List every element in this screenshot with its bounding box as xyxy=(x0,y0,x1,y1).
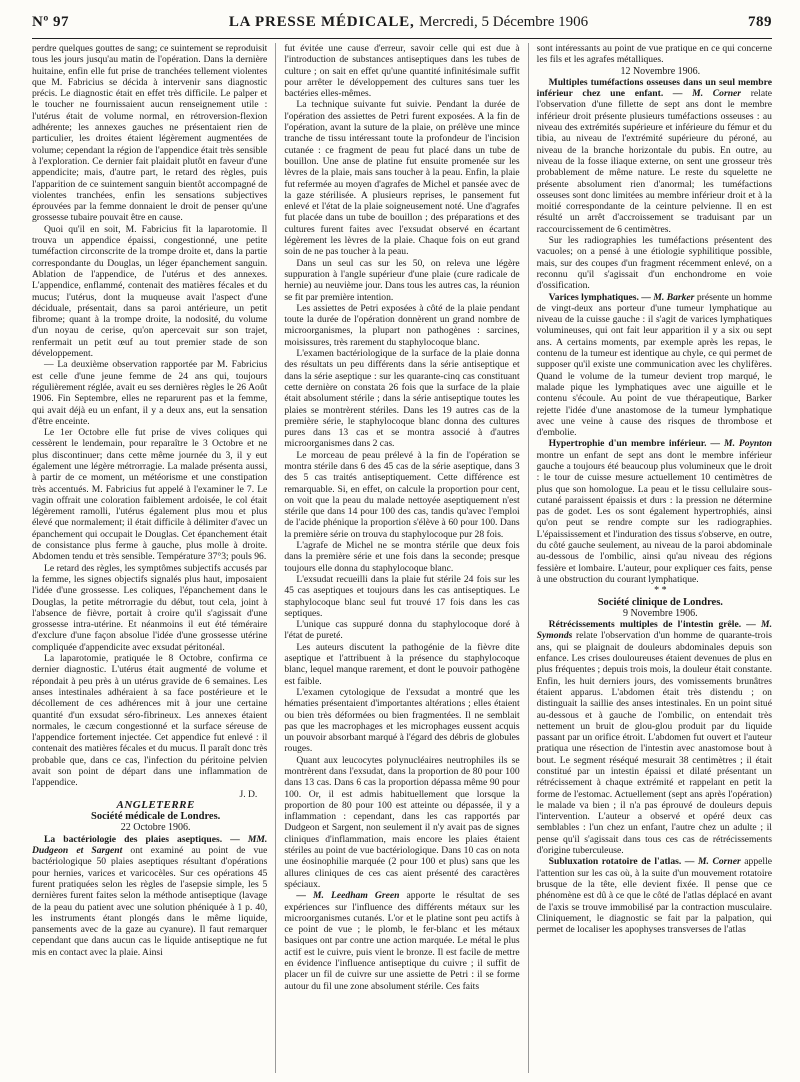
session-date: 22 Octobre 1906. xyxy=(120,822,191,834)
paragraph: Quoi qu'il en soit, M. Fabricius fit la laparotomie. Il trouva un appendice épaissi, congestionné, une petite tuméfaction circonscrite de la trompe droite et, dans la partie correspondante du Douglas, un léger épanchement sanguin. Ablation de l'appendice, de l'utérus et des annexes. L'appendice, enflammé, contenait des matières fécales et du mucus; l'utérus, dont la muqueuse avait l'aspect d'une déciduale, présentait, dans sa paroi antérieure, un petit fibrome; quant à la trompe droite, la nodosité, du volume d'un noyau de cerise, qu'on apercevait sur son trajet, renfermait un petit œuf au tout premier stade de son développement. xyxy=(32,223,268,360)
paragraph: La technique suivante fut suivie. Pendant la durée de l'opération des assiettes de Petri furent exposées. A la fin de l'opération, avant la suture de la plaie, on prélève une mince tranche de tissu intéressant toute la profondeur de l'incision cutanée : ce fragment de peau fut placé dans un tube de bouillon. Une anse de platine fut ensuite promenée sur les lèvres de la plaie, mais sans toucher à la peau. Enfin, la plaie fut refermée au moyen d'agrafes de Michel et pansée avec de la gaze stérilisée. A plusieurs reprises, le pansement fut enlevé et l'état de la plaie soigneusement noté. Une d'agrafes fut placée dans un tube de bouillon ; des préparations et des cultures furent faites avec l'exsudat observé en écartant légèrement les lèvres de la plaie. Chaque fois on eut grand soin de ne pas toucher à la peau. xyxy=(284,99,520,258)
paragraph: L'examen cytologique de l'exsudat a montré que les hématies présentaient d'importantes altérations ; elles étaient ou bien très déformées ou bien fragmentées. Il ne semblait pas que les macrophages et les microphages eussent acquis un pouvoir absorbant marqué à l'égard des débris de globules rouges. xyxy=(284,686,520,755)
paragraph: — La deuxième observation rapportée par M. Fabricius est celle d'une jeune femme de 24 ans qui, toujours régulièrement réglée, avait eu ses dernières règles le 26 Août 1906. Fin Septembre, elles ne reparurent pas et la femme, qui avait déjà eu un enfant, il y a deux ans, eut la sensation d'être enceinte. xyxy=(32,359,268,427)
section-separator: * * xyxy=(654,585,667,597)
article-paragraph xyxy=(537,856,772,935)
column-1 xyxy=(32,43,267,1073)
signature: J. D. xyxy=(239,788,258,800)
article-paragraph xyxy=(537,292,772,439)
text-columns xyxy=(32,43,772,1073)
article-authors: — M. Barker xyxy=(641,291,695,303)
column-3 xyxy=(528,43,772,1073)
article-authors: — M. Poynton xyxy=(710,438,772,450)
paragraph: Sur les radiographies les tuméfactions présentent des vacuoles; on a pensé à une étiologie syphilitique possible, mais, sur des coupes d'un fragment récemment enlevé, on a reconnu qu'il s'agissait d'un enchondrome en voie d'ossification. xyxy=(536,235,772,292)
society-heading: Société médicale de Londres. xyxy=(91,811,221,823)
article-text: relate l'observation d'une fillette de sept ans dont le membre inférieur droit présente plusieurs tuméfactions osseuses : au niveau des extrémités supérieure et inférieure du fémur et du tibia, au niveau de l'extrémité supérieure du péroné, au niveau de la branche horizontale du pubis. En outre, au niveau de la fosse iliaque externe, on sent une grosseur très probablement de même nature. Le reste du squelette ne présente absolument rien d'anormal; les tuméfactions osseuses sont donc limitées au membre inférieur droit et à la moitié correspondante de la ceinture pelvienne. Il en est résulté un arrêt d'accroissement se traduisant par un raccourcissement de 6 centimètres. xyxy=(536,88,772,235)
paragraph: L'examen bactériologique de la surface de la plaie donna des résultats un peu différents dans la série antiseptique et dans la série aseptique : sur les quarante-cinq cas constituant cette dernière on constata 26 fois que la surface de la plaie était absolument stérile ; dans la série antiseptique toutes les plaies se montrèrent stériles. Dans les 19 autres cas de la première série, le staphylocoque blanc donna des cultures pures dans 13 cas et se montra associé à d'autres microorganismes dans 2 cas. xyxy=(284,348,520,450)
article-paragraph xyxy=(537,619,772,856)
article-text: relate l'observation d'un homme de quarante-trois ans, qui se plaignait de douleurs abdominales depuis son enfance. Les crises douloureuses étaient devenues de plus en plus fréquentes ; depuis trois mois, la douleur était constante. Enfin, les huit derniers jours, des vomissements brunâtres étaient apparus. L'abdomen était très distendu ; on distinguait la saillie des anses intestinales. En un point situé au-dessous et à gauche de l'ombilic, on entendait très nettement un bruit de glou-glou produit par du liquide passant par un orifice étroit. L'abdomen fut ouvert et l'auteur pratiqua une résection de l'intestin avec anastomose bout à bout. Le segment réséqué mesurait 38 centimètres ; il était constitué par un intestin épaissi et dilaté présentant un rétrécissement à chaque extrémité et rappelant en petit la forme de l'estomac. Actuellement (sept ans après l'opération) le malade va bien ; il n'a pas éprouvé de douleurs depuis l'intervention. L'auteur a observé et opéré deux cas semblables : l'un chez un enfant, l'autre chez un adulte ; il pense qu'il s'agissait dans tous ces cas de rétrécissements d'origine tuberculeuse. xyxy=(536,630,772,857)
paragraph: perdre quelques gouttes de sang; ce suintement se reproduisit tous les jours jusqu'au matin de l'opération. Dans la dernière huitaine, enfin elle fut prise de tranchées tellement violentes que M. Fabricius se décida à intervenir sans diagnostic précis. Le diagnostic était en effet très difficile. Le palper et le toucher ne fournissaient aucun renseignement utile : l'utérus était de volume normal, en rétroversion-flexion adhérente; les annexes gauches ne présentaient rien de particulier, les droites étaient légèrement augmentées de volume; cependant la région de l'appendice était très sensible à l'exploration. Ce dernier fait plaidait plutôt en faveur d'une appendicite; mais, d'autre part, le retard des règles, puis l'apparition de ce suintement sanguin bientôt accompagné de violentes tranchées, enfin les sensations subjectives éprouvées par la femme donnaient le droit de penser qu'une grossesse tubaire pouvait être en cause. xyxy=(32,43,268,224)
header-rule xyxy=(32,38,772,39)
article-title: Multiples tuméfactions osseuses dans un seul membre inférieur chez une enfant. xyxy=(536,76,772,100)
page-header xyxy=(32,14,772,36)
journal-name: LA PRESSE MÉDICALE, xyxy=(228,14,415,30)
paragraph: L'exsudat recueilli dans la plaie fut stérile 24 fois sur les 45 cas aseptiques et toujours dans les cas antiseptiques. Le staphylocoque blanc seul fut trouvé 17 fois dans les cas septiques. xyxy=(284,573,520,619)
paragraph: La laparotomie, pratiquée le 8 Octobre, confirma ce dernier diagnostic. L'utérus était augmenté de volume et répondait à peu près à un utérus gravide de 6 semaines. Les anses intestinales adhéraient à sa face postérieure et le décollement de ces adhérences mit à jour une certaine quantité d'un exsudat séro-fibrineux. Les annexes étaient normales, le cæcum congestionné et la surface séreuse de l'appendice fortement injectée. Cet appendice fut enlevé : il contenait des matières fécales et du mucus. Il paraît donc très probable que, dans ce cas, l'infection du péritoine pelvien avait son point de départ dans une inflammation de l'appendice. xyxy=(32,653,268,789)
article-title: Varices lymphatiques. xyxy=(548,291,639,303)
society-heading: Société clinique de Londres. xyxy=(597,596,723,608)
paragraph: Les assiettes de Petri exposées à côté de la plaie pendant toute la durée de l'opération donnèrent un grand nombre de microorganismes, la plupart non pathogènes : sarcines, moisissures, très rarement du staphylocoque blanc. xyxy=(284,302,520,348)
article-paragraph xyxy=(284,890,519,992)
paragraph: Dans un seul cas sur les 50, on releva une légère suppuration à l'angle supérieur d'une plaie (cure radicale de hernie) au neuvième jour. Dans tous les autres cas, la réunion se fit par première intention. xyxy=(284,257,520,303)
paragraph: Le retard des règles, les symptômes subjectifs accusés par la femme, les signes objectifs signalés plus haut, imposaient l'idée d'une grossesse. Les coliques, l'épanchement dans le Douglas, la petite métrorragie du début, tout cela, joint à l'absence de fièvre, portait à croire qu'il s'agissait d'une grossesse intra-utérine. Et néanmoins il eut été téméraire d'exclure d'une façon absolue l'idée d'une grossesse utérine compliquée d'appendicite avec exsudat péritonéal. xyxy=(32,562,268,653)
article-authors: — M. Leedham Green xyxy=(296,890,400,902)
article-text: montre un enfant de sept ans dont le membre inférieur gauche a toujours été beaucoup plus volumineux que le droit : le tour de cuisse mesure actuellement 10 centimètres de plus que son homologue. La peau et le tissu cellulaire sous-cutané paraissent épaissis et durs : la pression ne détermine pas de godet. Les os sont également hypertrophiés, ainsi qu'on peut se rendre compte sur les radiographies. L'épaississement et l'induration des tissus s'observe, en outre, du côté gauche seulement, au niveau de la paroi abdominale au-dessous de l'ombilic, ainsi qu'au niveau des régions fessière et lombaire. L'auteur, pour expliquer ces faits, pense à une obstruction du courant lymphatique. xyxy=(536,449,772,585)
article-title: Hypertrophie d'un membre inférieur. xyxy=(548,438,707,450)
article-title: Subluxation rotatoire de l'atlas. xyxy=(548,856,682,868)
article-paragraph xyxy=(537,77,772,235)
article-authors: — MM. Dudgeon et Sargent xyxy=(32,833,268,857)
article-text: appelle l'attention sur les cas où, à la suite d'un mouvement rotatoire brusque de la tête, elle devient fixée. Il pense que ce phénomène est dû à ce que le côté de l'atlas déplacé en avant de l'axis se trouve immobilisé par la contraction musculaire. Cliniquement, le diagnostic se fait par la palpation, qui permet de localiser les apophyses transverses de l'atlas xyxy=(536,856,772,936)
page-number: 789 xyxy=(747,14,772,30)
article-title: La bactériologie des plaies aseptiques. xyxy=(44,833,223,845)
issue-number: Nº 97 xyxy=(32,14,70,30)
article-text: présente un homme de vingt-deux ans porteur d'une tumeur lymphatique au niveau de la cuisse gauche : il s'agit de varices lymphatiques volumineuses, qui ont fait leur apparition il y a six ou sept ans. A certains moments, par exemple après les repas, le contenu de la tumeur est identique au chyle, ce qui permet de supposer qu'il existe une communication avec les chylifères. Quand le volume de la tumeur devient trop marqué, le malade pique les lymphatiques avec une aiguille et le contenu s'écoule. Au point de vue thérapeutique, Barker rejette l'idée d'une anastomose de la tumeur lymphatique avec une veine à cause des risques de thrombose et d'embolie. xyxy=(536,291,772,439)
issue-date: Mercredi, 5 Décembre 1906 xyxy=(419,14,589,30)
article-title: Rétrécissements multiples de l'intestin grêle. xyxy=(548,619,742,631)
article-paragraph xyxy=(32,834,267,958)
session-date: 12 Novembre 1906. xyxy=(620,65,701,77)
session-date: 9 Novembre 1906. xyxy=(622,607,698,619)
paragraph: L'agrafe de Michel ne se montra stérile que deux fois dans la première série et une fois dans la seconde; presque toujours elle donna du staphylocoque blanc. xyxy=(284,540,520,574)
journal-title xyxy=(229,14,588,31)
column-2 xyxy=(275,43,519,1073)
paragraph: Le 1er Octobre elle fut prise de vives coliques qui cessèrent le lendemain, pour reparaître le 3 Octobre et ne plus discontinuer; dans cette même journée du 3, il y eut également une légère métrorragie. La malade présenta aussi, à partir de ce moment, un météorisme et une constipation très accentués. M. Fabricius fut appelé à l'examiner le 7. Le vagin offrait une coloration faiblement ardoisée, le col était légèrement ramolli, l'utérus également plus mou et plus élevé que normalement; il était difficile à délimiter d'avec un épanchement qui occupait le Douglas. Cet épanchement était de consistance plus ferme à gauche, plus molle à droite. Abdomen tendu et très sensible. Température 37°3; pouls 96. xyxy=(32,427,268,563)
article-authors: — M. Symonds xyxy=(536,619,772,642)
article-text: ont examiné au point de vue bactériologique 50 plaies aseptiques résultant d'opérations pour hernies, varices et varicocèles. Sur ces opérations 45 furent pratiquées selon les règles de l'asepsie simple, les 5 dernières furent faites selon la méthode antiseptique (lavage de la peau du patient avec une solution phéniquée à 1 p. 40, les instruments étant plongés dans le même liquide, pansements avec de la gaze au cyanure). Il faut remarquer cependant que dans aucun cas le liquide antiseptique ne fut mis en contact avec la plaie. Ainsi xyxy=(32,845,268,958)
paragraph: sont intéressants au point de vue pratique en ce qui concerne les fils et les agrafes métalliques. xyxy=(536,43,772,66)
country-heading: ANGLETERRE xyxy=(116,798,195,811)
paragraph: L'unique cas suppuré donna du staphylocoque doré à l'état de pureté. xyxy=(284,619,520,642)
paragraph: Quant aux leucocytes polynucléaires neutrophiles ils se montrèrent dans l'exsudat, dans la proportion de 80 pour 100 dans 13 cas. Dans 6 cas la proportion dépassa même 90 pour 100. Or, il est admis habituellement que lorsque la proportion de 80 pour 100 est atteinte ou dépassée, il y a inflammation : cependant, dans les cas rapportés par Dudgeon et Sargent, non seulement il n'y avait pas de signes cliniques d'inflammation, mais encore les plaies étaient stériles au point de vue bactériologique. Dans 10 cas on nota une éosinophilie marquée (2 pour 100 et plus) sans que les allures cliniques de ces cas aient présenté des caractères spéciaux. xyxy=(284,754,520,890)
article-authors: — M. Corner xyxy=(672,88,742,100)
paragraph: Les auteurs discutent la pathogénie de la fièvre dite aseptique et l'attribuent à la présence du staphylocoque blanc, lequel manque rarement, et dont le pouvoir pathogène est faible. xyxy=(284,641,520,687)
paragraph: Le morceau de peau prélevé à la fin de l'opération se montra stérile dans 6 des 45 cas de la série aseptique, dans 3 des 5 cas traités antiseptiquement. Cette différence est remarquable. Si, en effet, on calcule la proportion pour cent, on voit que la peau du malade nettoyée aseptiquement n'est stérile que dans 14 pour 100 des cas, tandis qu'avec l'emploi de l'acide phénique la proportion s'élève à 60 pour 100. Dans la première série on trouva du staphylocoque pur 28 fois. xyxy=(284,449,520,540)
article-text: apporte le résultat de ses expériences sur l'influence des différents métaux sur les microorganismes cutanés. L'or et le platine sont peu actifs à ce point de vue ; le plomb, le fer-blanc et les métaux basiques ont par contre une action marquée. Le métal le plus actif est le cuivre, puis vient le bronze. Il est facile de mettre en évidence l'influence antiseptique du cuivre ; il suffit de placer un fil de cuivre sur une assiette de Petri : il se forme autour du fil une zone absolument stérile. Ces faits xyxy=(284,890,520,992)
paragraph: fut évitée une cause d'erreur, savoir celle qui est due à l'introduction de substances antiseptiques dans les tubes de culture ; on sait en effet qu'une quantité infinitésimale suffit pour arrêter le développement des cultures sans tuer les bactéries elles-mêmes. xyxy=(284,43,520,100)
article-authors: — M. Corner xyxy=(684,856,741,868)
article-paragraph xyxy=(537,438,772,585)
